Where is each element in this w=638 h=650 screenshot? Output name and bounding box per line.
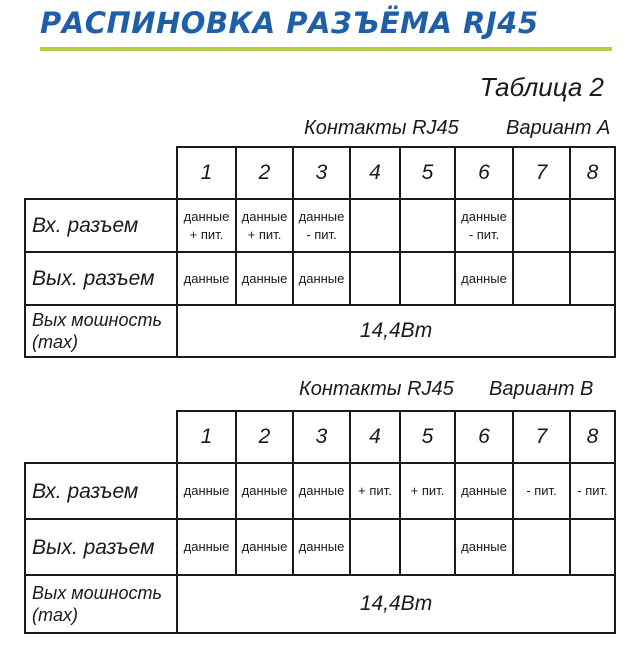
pin-cell: данные (455, 252, 513, 305)
pin-cell: данные (177, 252, 236, 305)
pin-cell: данные (293, 463, 350, 519)
page-title: РАСПИНОВКА РАЗЪЁМА RJ45 (40, 6, 539, 40)
pin-cell (570, 519, 615, 575)
power-value: 14,4Вт (177, 305, 615, 357)
variant-caption-a: Вариант А (506, 117, 611, 139)
pin-number: 1 (177, 147, 236, 199)
pin-cell: данные (293, 252, 350, 305)
pin-cell: данные (177, 519, 236, 575)
pin-number: 7 (513, 147, 570, 199)
pin-number: 6 (455, 147, 513, 199)
pin-cell: данные (236, 463, 293, 519)
pin-cell (400, 199, 455, 252)
pin-cell: данные (236, 252, 293, 305)
pin-cell: - пит. (513, 463, 570, 519)
row-label: Вых. разъем (25, 519, 177, 575)
pin-cell: данные - пит. (293, 199, 350, 252)
pin-cell: данные (455, 519, 513, 575)
row-label: Вых. разъем (25, 252, 177, 305)
contacts-caption-b: Контакты RJ45 (299, 378, 454, 400)
pin-cell (513, 252, 570, 305)
pin-cell: данные + пит. (236, 199, 293, 252)
pinout-table-b (24, 410, 616, 634)
pin-cell (400, 252, 455, 305)
pin-number: 2 (236, 411, 293, 463)
output-connector-row (25, 252, 615, 305)
pin-number: 5 (400, 147, 455, 199)
pin-cell: - пит. (570, 463, 615, 519)
title-underline (40, 47, 612, 51)
pin-cell (350, 519, 400, 575)
pin-cell (570, 199, 615, 252)
output-power-row (25, 575, 615, 633)
pin-cell: + пит. (350, 463, 400, 519)
output-connector-row (25, 519, 615, 575)
pin-cell: + пит. (400, 463, 455, 519)
pin-cell: данные (177, 463, 236, 519)
power-label: Вых мошность (max) (25, 305, 177, 357)
pinout-table-a (24, 146, 616, 358)
pin-number: 8 (570, 411, 615, 463)
pin-number: 2 (236, 147, 293, 199)
pin-number: 4 (350, 411, 400, 463)
pin-cell (570, 252, 615, 305)
pin-cell: данные + пит. (177, 199, 236, 252)
row-label: Вх. разъем (25, 463, 177, 519)
pin-number: 5 (400, 411, 455, 463)
corner-cell (25, 147, 177, 199)
contacts-caption-a: Контакты RJ45 (304, 117, 459, 139)
output-power-row (25, 305, 615, 357)
input-connector-row (25, 199, 615, 252)
pin-cell: данные (455, 463, 513, 519)
pin-number: 4 (350, 147, 400, 199)
power-label: Вых мошность (max) (25, 575, 177, 633)
pin-number: 8 (570, 147, 615, 199)
pin-header-row (25, 147, 615, 199)
pin-cell: данные - пит. (455, 199, 513, 252)
pin-cell (400, 519, 455, 575)
pin-number: 3 (293, 411, 350, 463)
variant-caption-b: Вариант В (489, 378, 594, 400)
pin-cell (513, 519, 570, 575)
pin-header-row (25, 411, 615, 463)
pin-cell (350, 199, 400, 252)
pin-number: 1 (177, 411, 236, 463)
input-connector-row (25, 463, 615, 519)
pin-number: 3 (293, 147, 350, 199)
pin-cell: данные (236, 519, 293, 575)
row-label: Вх. разъем (25, 199, 177, 252)
pin-cell (350, 252, 400, 305)
corner-cell (25, 411, 177, 463)
pin-number: 7 (513, 411, 570, 463)
pin-number: 6 (455, 411, 513, 463)
pin-cell (513, 199, 570, 252)
pin-cell: данные (293, 519, 350, 575)
power-value: 14,4Вт (177, 575, 615, 633)
table-number-label: Таблица 2 (479, 72, 604, 102)
